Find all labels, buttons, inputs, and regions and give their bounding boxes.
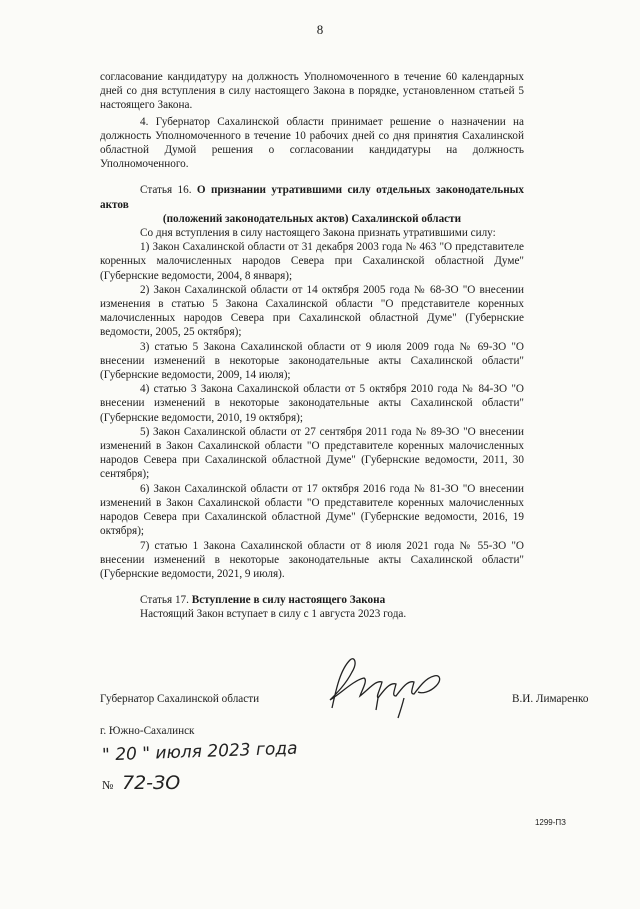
article-16-title-line1: О признании утратившими силу отдельных законодательных актов: [100, 184, 525, 211]
repeal-item-5: 5) Закон Сахалинской области от 27 сентября 2011 года № 89-ЗО "О внесении изменений в Закон Сахалинской области "О представителе коренных малочисленных народов Севера при Сахалинской областной Думе" (Губернские ведомости, 2011, 30 сентября);: [100, 425, 524, 481]
page-number: 8: [316, 22, 324, 37]
number-prefix: №: [102, 778, 114, 792]
repeal-item-3: 3) статью 5 Закона Сахалинской области от 9 июля 2009 года № 69-ЗО "О внесении изменений в некоторые законодательные акты Сахалинской области" (Губернские ведомости, 2009, 14 июля);: [100, 340, 524, 382]
article-17-label: Статья 17.: [140, 594, 189, 607]
article-16-label: Статья 16.: [140, 184, 192, 197]
article-17-text: Настоящий Закон вступает в силу с 1 августа 2023 года.: [140, 608, 407, 621]
article-16-lead: Со дня вступления в силу настоящего Закона признать утратившими силу:: [140, 227, 496, 240]
handwritten-signature: [318, 650, 478, 720]
repeal-item-4: 4) статью 3 Закона Сахалинской области от 5 октября 2010 года № 84-ЗО "О внесении изменений в некоторые законодательные акты Сахалинской области" (Губернские ведомости, 2010, 19 октября);: [100, 383, 524, 424]
repeal-item-6: 6) Закон Сахалинской области от 17 октября 2016 года № 81-ЗО "О внесении изменений в Закон Сахалинской области "О представителе коренных малочисленных народов Севера при Сахалинской областной Думе" (Губернские ведомости, 2016, 19 октября);: [100, 482, 524, 538]
city: г. Южно-Сахалинск: [100, 725, 195, 737]
paragraph-4: 4. Губернатор Сахалинской области принимает решение о назначении на должность Уполномоченного в течение 10 рабочих дней со дня принятия Сахалинской областной Думой решения о согласовании кандидатуры на должность Уполномоченного.: [100, 115, 524, 171]
article-17-title: Вступление в силу настоящего Закона: [191, 594, 386, 607]
article-16-title-line2: (положений законодательных актов) Сахалинской области: [162, 212, 462, 225]
document-code: 1299-ПЗ: [534, 818, 566, 827]
handwritten-number: 72-ЗО: [122, 772, 181, 794]
article-17-heading: [100, 593, 524, 607]
signatory-name: В.И. Лимаренко: [512, 693, 589, 705]
signatory-position: Губернатор Сахалинской области: [100, 693, 260, 705]
intro-paragraph: согласование кандидатуру на должность Уполномоченного в течение 60 календарных дней со дня вступления в силу настоящего Закона в порядке, установленном статьей 5 настоящего Закона.: [100, 71, 524, 112]
repeal-item-1: 1) Закон Сахалинской области от 31 декабря 2003 года № 463 "О представителе коренных малочисленных народов Севера при Сахалинской областной Думе" (Губернские ведомости, 2004, 8 января);: [100, 241, 524, 282]
body-text: [100, 70, 524, 622]
handwritten-date: " 20 " июля 2023 года: [101, 738, 298, 766]
repeal-item-2: 2) Закон Сахалинской области от 14 октября 2005 года № 68-ЗО "О внесении изменения в статью 5 Закона Сахалинской области "О представителе коренных малочисленных народов Севера при Сахалинской областной Думе" (Губернские ведомости, 2005, 25 октября);: [100, 283, 524, 339]
repeal-item-7: 7) статью 1 Закона Сахалинской области от 8 июля 2021 года № 55-ЗО "О внесении изменений в некоторые законодательные акты Сахалинской области" (Губернские ведомости, 2021, 9 июля).: [100, 539, 524, 580]
article-16-heading: [100, 183, 524, 211]
